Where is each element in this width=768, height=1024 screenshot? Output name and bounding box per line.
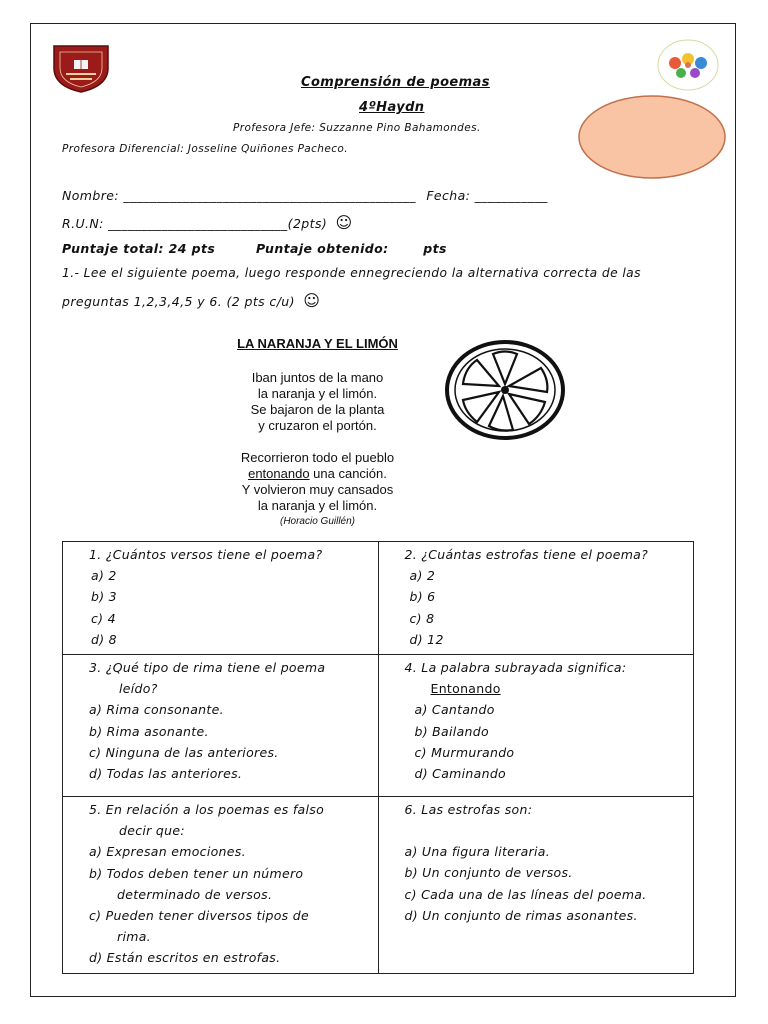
poem-verse-rest: una canción. (309, 466, 387, 481)
score-oval (576, 93, 728, 181)
underlined-word: entonando (248, 466, 310, 481)
poem-verse: la naranja y el limón. (257, 498, 378, 513)
option[interactable]: d) 8 (91, 631, 117, 647)
option[interactable]: a) 2 (91, 568, 117, 584)
run-label: R.U.N: (62, 216, 104, 231)
instruction-text-2: preguntas 1,2,3,4,5 y 6. (2 pts c/u) (62, 294, 295, 309)
question-5 (63, 797, 379, 974)
option[interactable]: a) 2 (409, 568, 436, 584)
option[interactable]: c) Cada una de las líneas del poema. (404, 886, 647, 902)
obtained-score-unit: pts (423, 241, 447, 256)
option[interactable]: b) Un conjunto de versos. (404, 865, 573, 881)
option[interactable]: d) Todas las anteriores. (89, 766, 243, 782)
poem-verse: Recorrieron todo el pueblo (240, 450, 395, 465)
poem (200, 336, 435, 530)
option[interactable]: c) 8 (409, 610, 435, 626)
poem-verse: Y volvieron muy cansados (241, 482, 394, 497)
option[interactable]: a) Expresan emociones. (89, 844, 246, 860)
poem-title: LA NARANJA Y EL LIMÓN (237, 336, 398, 351)
question-text: 4. La palabra subrayada significa: (404, 660, 627, 676)
questions-table (62, 541, 694, 974)
option[interactable]: d) Caminando (414, 766, 507, 782)
question-text-cont: leído? (119, 681, 158, 697)
option[interactable]: a) Una figura literaria. (404, 844, 550, 860)
option[interactable]: d) Están escritos en estrofas. (89, 950, 281, 966)
school-crest-logo (50, 42, 112, 94)
option-cont: rima. (117, 929, 151, 945)
option[interactable]: a) Cantando (414, 702, 495, 718)
poem-verse: la naranja y el limón. (257, 386, 378, 401)
option[interactable]: b) Todos deben tener un número (89, 865, 304, 881)
poem-author: (Horacio Guillén) (279, 516, 356, 527)
name-line: ____________________________________________ (123, 188, 416, 203)
target-word: Entonando (430, 681, 501, 697)
poem-verse: Se bajaron de la planta (250, 402, 385, 417)
smiley-icon: ☺ (303, 291, 321, 310)
poem-verse (200, 466, 435, 482)
lemon-slice-icon (443, 338, 567, 442)
option[interactable]: d) 12 (409, 631, 444, 647)
option-cont: determinado de versos. (117, 886, 273, 902)
option[interactable]: c) Ninguna de las anteriores. (89, 744, 279, 760)
question-3 (63, 655, 379, 797)
poem-verse: Iban juntos de la mano (251, 370, 384, 385)
name-label: Nombre: (62, 188, 119, 203)
run-field (62, 213, 353, 232)
option[interactable]: d) Un conjunto de rimas asonantes. (404, 907, 638, 923)
run-line: ___________________________(2pts) (108, 216, 328, 231)
date-label: Fecha: (426, 188, 471, 203)
document-title: Comprensión de poemas (301, 75, 490, 90)
question-text: 6. Las estrofas son: (404, 802, 533, 818)
question-text-cont: decir que: (119, 823, 185, 839)
teacher-head: Profesora Jefe: Suzzanne Pino Bahamondes. (233, 122, 481, 134)
question-2 (378, 542, 694, 655)
instruction-line-1: 1.- Lee el siguiente poema, luego responde ennegreciendo la alternativa correcta de las (62, 266, 641, 280)
option[interactable]: c) Pueden tener diversos tipos de (89, 908, 309, 924)
question-text: 3. ¿Qué tipo de rima tiene el poema (89, 660, 326, 676)
teacher-diff: Profesora Diferencial: Josseline Quiñones Pacheco. (62, 143, 348, 155)
option[interactable]: b) Bailando (414, 723, 489, 739)
date-line: ___________ (474, 188, 548, 203)
question-1 (63, 542, 379, 655)
grade-title: 4ºHaydn (359, 100, 425, 115)
option[interactable]: a) Rima consonante. (89, 702, 224, 718)
question-text: 1. ¿Cuántos versos tiene el poema? (89, 547, 323, 562)
question-text: 5. En relación a los poemas es falso (89, 802, 325, 818)
program-circle-logo (655, 37, 721, 93)
score-line (62, 241, 447, 256)
total-score: Puntaje total: 24 pts (62, 241, 216, 256)
name-field (62, 188, 548, 203)
smiley-icon: ☺ (335, 213, 353, 232)
option[interactable]: c) 4 (91, 610, 116, 626)
instruction-line-2 (62, 291, 320, 310)
question-text: 2. ¿Cuántas estrofas tiene el poema? (404, 547, 649, 562)
option[interactable]: b) 6 (409, 589, 436, 605)
obtained-score-label: Puntaje obtenido: (255, 241, 389, 256)
poem-verse: y cruzaron el portón. (258, 418, 377, 433)
question-6 (378, 797, 694, 974)
option[interactable]: c) Murmurando (414, 744, 515, 760)
option[interactable]: b) Rima asonante. (89, 723, 209, 739)
option[interactable]: b) 3 (91, 589, 117, 605)
question-4 (378, 655, 694, 797)
